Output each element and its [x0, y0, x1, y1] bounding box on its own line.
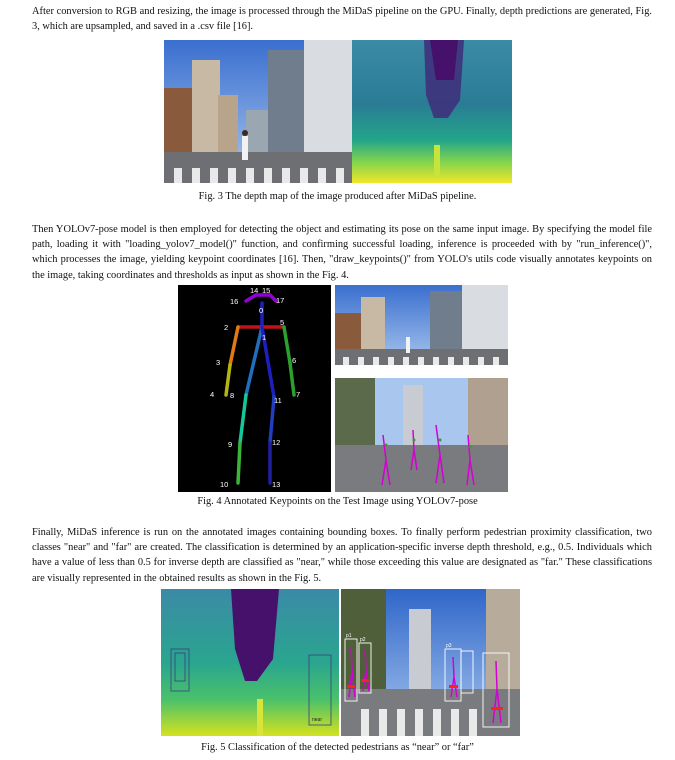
keypoint-label-17: 17: [276, 296, 285, 305]
person-label-p2: p2: [360, 637, 366, 643]
classified-depth-map: [161, 589, 339, 736]
keypoint-label-7: 7: [296, 390, 301, 399]
keypoint-label-12: 12: [272, 438, 281, 447]
keypoint-label-15: 15: [262, 286, 271, 295]
annotated-crowd-photo: [335, 378, 508, 492]
keypoint-label-6: 6: [292, 356, 297, 365]
keypoint-label-16: 16: [230, 297, 239, 306]
keypoint-label-13: 13: [272, 480, 281, 489]
person-label-p3: p3: [446, 643, 452, 649]
figure-5-classification: [161, 589, 520, 736]
classified-street-photo: [341, 589, 520, 736]
street-photo-small: [335, 285, 508, 365]
caption-fig-4: Fig. 4 Annotated Keypoints on the Test Image using YOLOv7-pose: [197, 496, 478, 507]
street-photo: [164, 40, 352, 183]
paragraph-classification: Finally, MiDaS inference is run on the annotated images containing bounding boxes. To finally perform pedestrian proximity classification, two classes "near" and "far" are created. The classification is determined by an application-specific inverse depth threshold, e.g., 0.5. Individuals which have a value of less than 0.5 for inverse depth are classified as "near," while those exceeding this value are designated as "far." These classifications are visually represented in the obtained results as shown in the Fig. 5.: [32, 527, 652, 584]
depth-map: [352, 40, 512, 183]
keypoint-label-8: 8: [230, 391, 235, 400]
person-label-p1: p1: [346, 633, 352, 639]
keypoint-label-3: 3: [216, 358, 221, 367]
skeleton-panel: [178, 285, 331, 492]
paragraph-yolo-pose: Then YOLOv7-pose model is then employed for detecting the object and estimating its pose on the same input image. By specifying the model file path, loading it with "loading_yolov7_model()" function, and confirming successful loading, inference is proceeded with by "run_inference()", which processes the image, yielding keypoint coordinates [16]. Then, "draw_keypoints()" from YOLO's utils code visually annotates keypoints on the image, taking coordinates and thresholds as input as shown in the Fig. 4.: [32, 224, 652, 281]
paragraph-depth-intro: After conversion to RGB and resizing, the image is processed through the MiDaS pipeline on the GPU. Finally, depth predictions are generated, Fig. 3, which are upsampled, and saved in a .csv file [16].: [32, 6, 652, 33]
keypoint-label-4: 4: [210, 390, 215, 399]
caption-fig-5: Fig. 5 Classification of the detected pedestrians as “near” or “far”: [201, 742, 474, 753]
figure-3-street-and-depth: [164, 40, 512, 183]
keypoint-label-10: 10: [220, 480, 229, 489]
keypoint-label-1: 1: [262, 333, 267, 342]
keypoint-label-5: 5: [280, 318, 285, 327]
caption-fig-3: Fig. 3 The depth map of the image produced after MiDaS pipeline.: [198, 191, 477, 202]
keypoint-label-0: 0: [259, 306, 264, 315]
keypoint-label-14: 14: [250, 286, 259, 295]
near-label-depth: near: [312, 717, 323, 723]
figure-4-keypoints: [178, 285, 508, 492]
keypoint-label-9: 9: [228, 440, 233, 449]
keypoint-label-11: 11: [274, 396, 282, 405]
keypoint-label-2: 2: [224, 323, 229, 332]
